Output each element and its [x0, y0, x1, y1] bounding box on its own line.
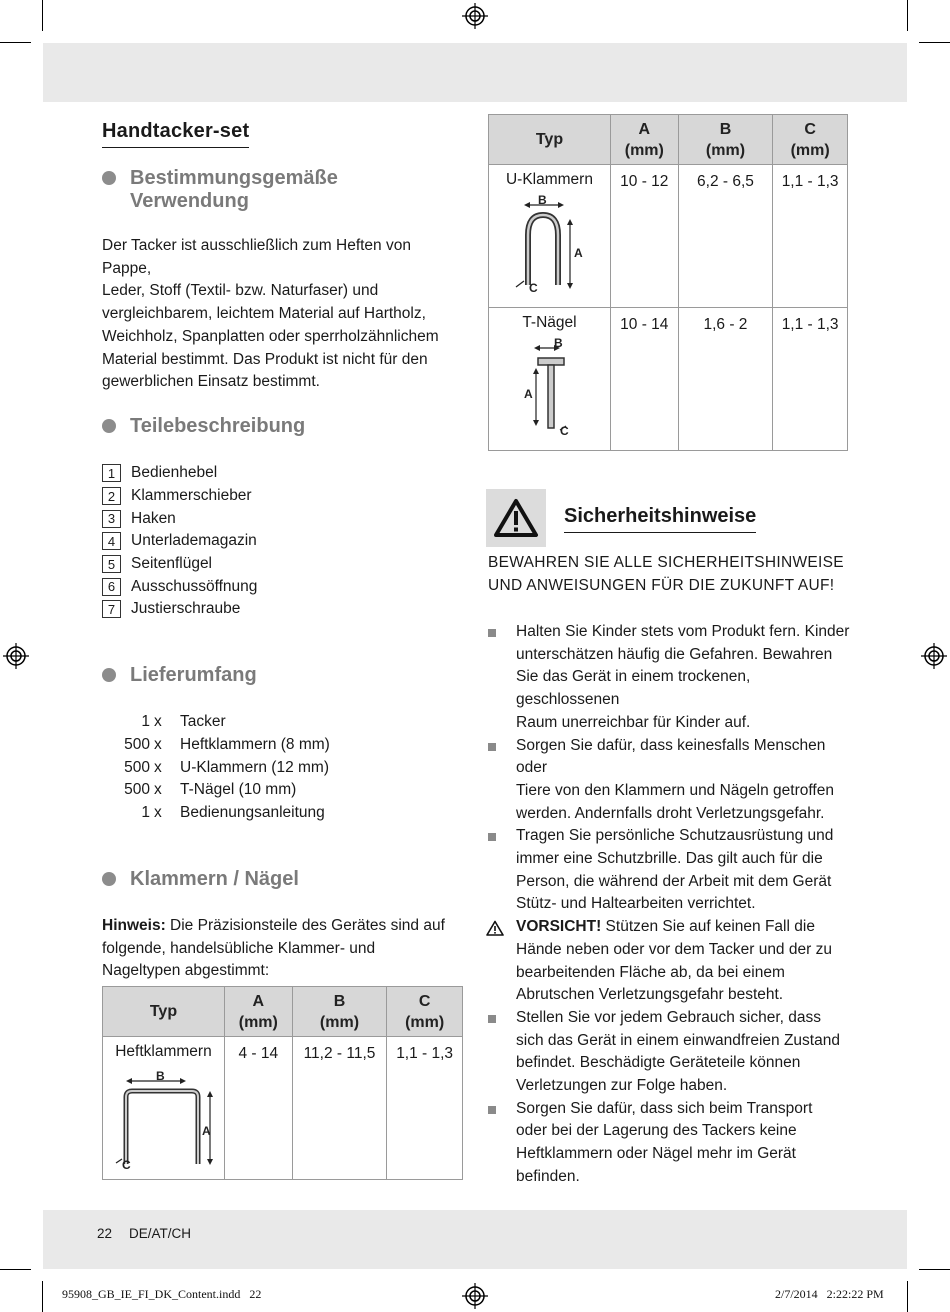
registration-mark-icon — [3, 643, 29, 669]
cell-a: 4 - 14 — [224, 1037, 292, 1180]
header-a: A (mm) — [224, 987, 292, 1037]
header-typ: Typ — [103, 987, 225, 1037]
staple-spec-table-right — [488, 114, 848, 451]
diagram-label-a: A — [574, 246, 584, 260]
type-name: T-Nägel — [522, 314, 577, 331]
flat-staple-icon — [108, 1069, 218, 1169]
list-item: 2 Klammerschieber — [102, 485, 257, 508]
bullet-square-icon — [488, 743, 496, 751]
header-band — [43, 43, 907, 102]
list-item: 6 Ausschussöffnung — [102, 575, 257, 598]
list-item: Tragen Sie persönliche Schutzausrüstung und immer eine Schutzbrille. Das gilt auch für die Person, die während der Arbeit mit dem Gerät Stütz- und Haltearbeiten verrichtet. — [487, 825, 857, 916]
crop-mark — [42, 0, 43, 31]
bullet-square-icon — [488, 1015, 496, 1023]
list-item: 500 x U-Klammern (12 mm) — [124, 758, 329, 776]
list-item: Sorgen Sie dafür, dass sich beim Transport oder bei der Lagerung des Tackers keine Heftklammern oder Nägel mehr im Gerät befinden. — [487, 1098, 857, 1189]
locale-label: DE/AT/CH — [129, 1226, 192, 1241]
staples-note: Hinweis: Die Präzisionsteile des Gerätes sind auf folgende, handelsübliche Klammer- und Nageltypen abgestimmt: — [102, 917, 445, 980]
page-title: Handtacker-set — [102, 120, 249, 148]
header-typ: Typ — [489, 115, 611, 165]
slug-datetime: 2/7/2014 2:22:22 PM — [775, 1287, 884, 1301]
list-item: 3 Haken — [102, 507, 257, 530]
diagram-label-c: C — [560, 424, 570, 436]
registration-mark-icon — [462, 1283, 488, 1309]
warning-triangle-icon — [493, 498, 539, 538]
section-heading-staples: Klammern / Nägel — [102, 868, 299, 891]
section-heading-parts: Teilebeschreibung — [102, 415, 305, 438]
diagram-label-a: A — [524, 387, 534, 401]
crop-mark — [919, 1269, 950, 1270]
list-item: VORSICHT! Stützen Sie auf keinen Fall die Hände neben oder vor dem Tacker und der zu bearbeitenden Fläche ab, da bei einem Abrutschen Verletzungsgefahr besteht. — [487, 916, 857, 1007]
type-name: Heftklammern — [115, 1043, 212, 1060]
list-item: 1 Bedienhebel — [102, 462, 257, 485]
parts-list — [102, 462, 257, 621]
cell-a: 10 - 12 — [610, 165, 678, 308]
header-c: C (mm) — [387, 987, 463, 1037]
use-paragraph: Der Tacker ist ausschließlich zum Heften von Pappe, Leder, Stoff (Textil- bzw. Naturfaser) und vergleichbarem, leichtem Material auf Hartholz, Weichholz, Spanplatten oder sperrholzähnlichem Material bestimmt. Das Produkt ist nicht für den gewerblichen Einsatz bestimmt. — [102, 237, 439, 391]
header-b: B (mm) — [678, 115, 773, 165]
list-item: 5 Seitenflügel — [102, 553, 257, 576]
diagram-label-c: C — [529, 281, 539, 293]
crop-mark — [907, 1281, 908, 1312]
bullet-square-icon — [488, 629, 496, 637]
section-heading-line: Bestimmungsgemäße — [130, 167, 338, 189]
cell-b: 6,2 - 6,5 — [678, 165, 773, 308]
table-row — [489, 308, 848, 451]
crop-mark — [42, 1281, 43, 1312]
list-item: 1 x Tacker — [141, 713, 226, 731]
safety-list — [487, 621, 857, 1189]
staple-spec-table-left — [102, 986, 463, 1180]
table-row — [489, 165, 848, 308]
note-label: Hinweis: — [102, 917, 166, 934]
list-item: 1 x Bedienungsanleitung — [141, 804, 325, 822]
section-bullet — [102, 171, 116, 185]
diagram-label-c: C — [122, 1158, 132, 1169]
caution-label: VORSICHT! — [516, 918, 602, 936]
section-bullet — [102, 668, 116, 682]
page-number: 22 — [97, 1226, 113, 1241]
section-heading-use — [102, 167, 338, 213]
u-staple-icon — [494, 193, 604, 293]
section-heading-scope: Lieferumfang — [102, 664, 257, 687]
list-item: Sorgen Sie dafür, dass keinesfalls Menschen oder Tiere von den Klammern und Nägeln getroffen werden. Andernfalls droht Verletzungsgefahr. — [487, 735, 857, 826]
list-item: 4 Unterlademagazin — [102, 530, 257, 553]
section-bullet — [102, 872, 116, 886]
registration-mark-icon — [462, 3, 488, 29]
crop-mark — [0, 1269, 31, 1270]
diagram-label-b: B — [554, 336, 564, 350]
t-nail-icon — [494, 336, 604, 436]
cell-b: 11,2 - 11,5 — [292, 1037, 387, 1180]
header-c: C (mm) — [773, 115, 848, 165]
cell-c: 1,1 - 1,3 — [773, 165, 848, 308]
scope-list — [102, 711, 330, 824]
type-name: U-Klammern — [505, 171, 593, 188]
header-a: A (mm) — [610, 115, 678, 165]
list-item: Halten Sie Kinder stets vom Produkt fern. Kinder unterschätzen häufig die Gefahren. Bewahren Sie das Gerät in einem trockenen, geschlossenen Raum unerreichbar für Kinder auf. — [487, 621, 857, 735]
list-item: Stellen Sie vor jedem Gebrauch sicher, dass sich das Gerät in einem einwandfreien Zustand befindet. Beschädigte Geräteteile können Verletzungen zur Folge haben. — [487, 1007, 857, 1098]
bullet-square-icon — [488, 833, 496, 841]
crop-mark — [0, 42, 31, 43]
list-item: 500 x Heftklammern (8 mm) — [124, 736, 330, 754]
cell-a: 10 - 14 — [610, 308, 678, 451]
footer-band — [43, 1210, 907, 1269]
cell-c: 1,1 - 1,3 — [773, 308, 848, 451]
list-item: 500 x T-Nägel (10 mm) — [124, 781, 297, 799]
section-heading-line: Verwendung — [130, 190, 249, 212]
list-item: 7 Justierschraube — [102, 598, 257, 621]
warning-triangle-icon — [486, 920, 504, 936]
diagram-label-b: B — [538, 193, 548, 207]
crop-mark — [919, 42, 950, 43]
safety-title: Sicherheitshinweise — [564, 505, 756, 533]
table-row — [103, 1037, 463, 1180]
crop-mark — [907, 0, 908, 31]
diagram-label-a: A — [202, 1124, 212, 1138]
cell-c: 1,1 - 1,3 — [387, 1037, 463, 1180]
registration-mark-icon — [921, 643, 947, 669]
header-b: B (mm) — [292, 987, 387, 1037]
slug-file: 95908_GB_IE_FI_DK_Content.indd 22 — [62, 1287, 262, 1301]
diagram-label-b: B — [156, 1069, 166, 1083]
bullet-square-icon — [488, 1106, 496, 1114]
section-bullet — [102, 419, 116, 433]
warning-box — [486, 489, 546, 547]
safety-caps-notice: BEWAHREN SIE ALLE SICHERHEITSHINWEISE UND ANWEISUNGEN FÜR DIE ZUKUNFT AUF! — [488, 554, 844, 594]
cell-b: 1,6 - 2 — [678, 308, 773, 451]
